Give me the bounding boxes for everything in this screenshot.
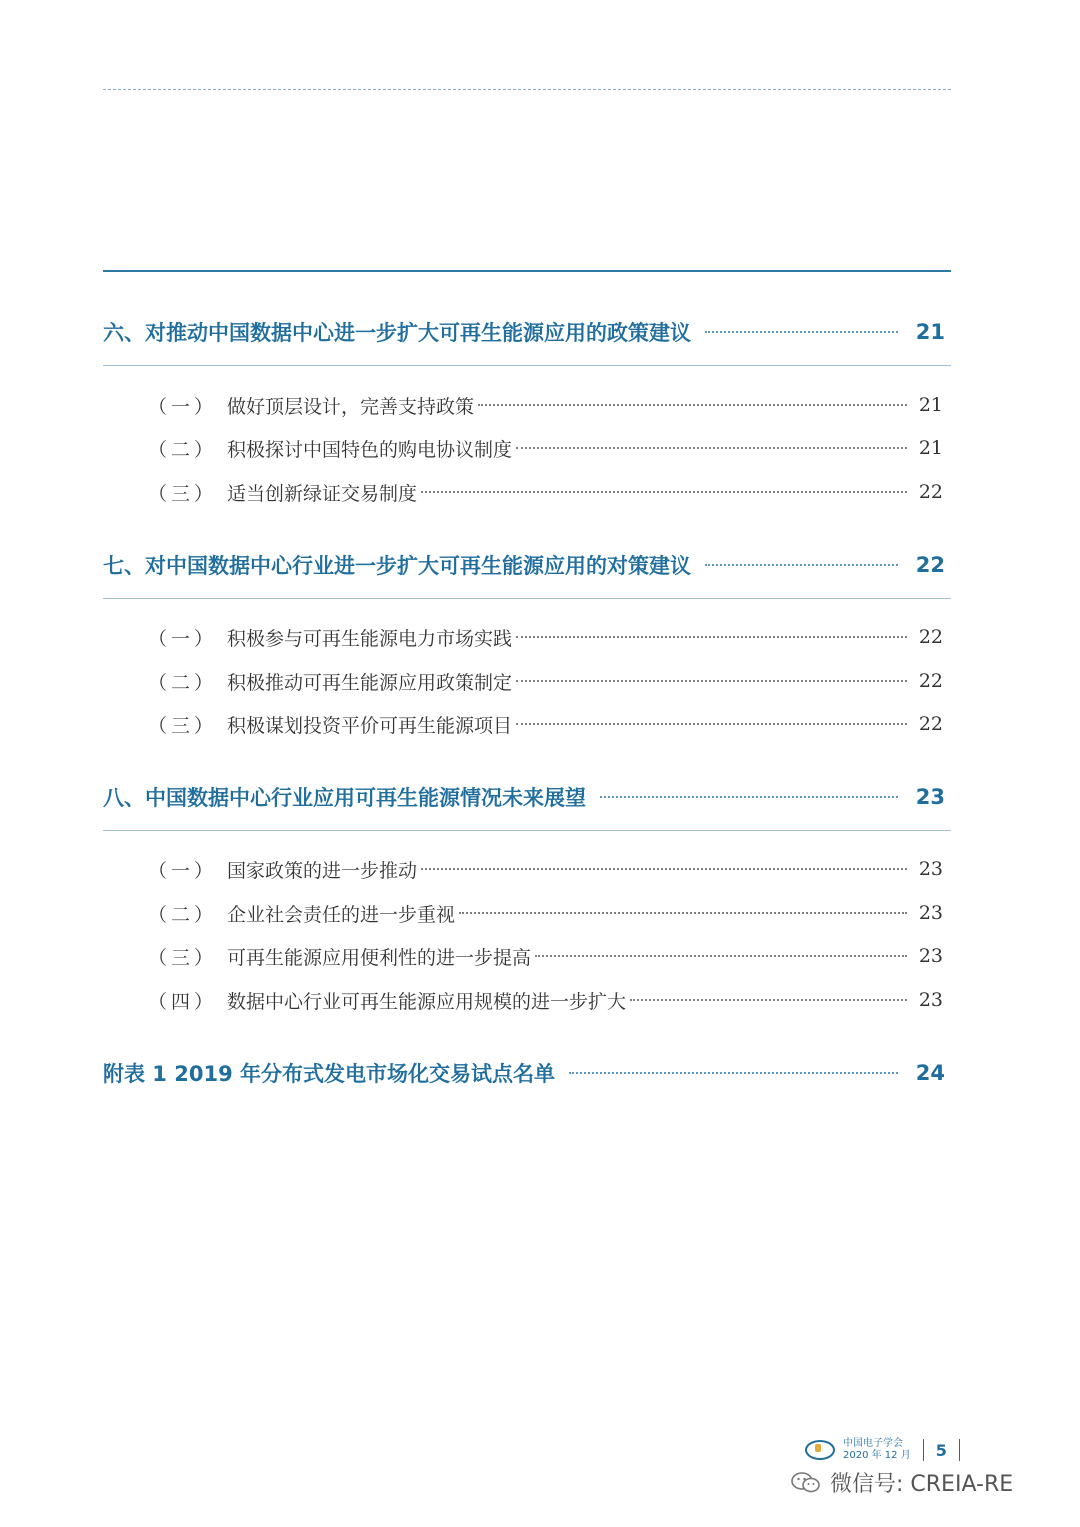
section-rule: [103, 365, 951, 366]
footer-date: 2020 年 12 月: [843, 1450, 911, 1461]
dot-leader: [705, 331, 898, 333]
footer-divider: [959, 1439, 960, 1461]
toc-item-8-4[interactable]: [148, 982, 943, 1018]
item-label: 适当创新绿证交易制度: [227, 482, 418, 505]
item-number: （三）: [148, 482, 218, 505]
dot-leader: [516, 680, 907, 682]
item-label: 积极参与可再生能源电力市场实践: [227, 627, 513, 650]
page-number: 5: [935, 1440, 947, 1460]
section-title: 六、对推动中国数据中心进一步扩大可再生能源应用的政策建议: [103, 321, 691, 345]
toc-item-6-1[interactable]: [148, 387, 943, 423]
dot-leader: [421, 491, 907, 493]
watermark-text: 微信号: CREIA-RE: [830, 1471, 1014, 1497]
dot-leader: [516, 723, 907, 725]
item-page: 22: [918, 626, 943, 648]
item-label: 积极谋划投资平价可再生能源项目: [227, 714, 513, 737]
item-page: 22: [918, 713, 943, 735]
toc-item-6-3[interactable]: [148, 474, 943, 510]
toc-item-7-3[interactable]: [148, 706, 943, 742]
item-number: （三）: [148, 714, 218, 737]
item-number: （二）: [148, 671, 218, 694]
footer-org-block: [843, 1438, 911, 1462]
item-number: （三）: [148, 946, 218, 969]
footer-org: 中国电子学会: [843, 1438, 903, 1449]
dot-leader: [600, 796, 898, 798]
toc-section-8[interactable]: [103, 779, 945, 815]
dot-leader: [459, 912, 907, 914]
section-rule: [103, 830, 951, 831]
toc-section-7[interactable]: [103, 547, 945, 583]
wechat-watermark: [790, 1462, 1013, 1502]
item-label: 做好顶层设计，完善支持政策: [227, 395, 475, 418]
item-page: 23: [918, 858, 943, 880]
section-page: 21: [915, 320, 945, 344]
appendix-page: 24: [915, 1061, 945, 1085]
toc-item-7-1[interactable]: [148, 619, 943, 655]
toc-appendix-1[interactable]: [103, 1055, 945, 1091]
dot-leader: [478, 404, 907, 406]
dot-leader: [535, 955, 907, 957]
section-rule: [103, 598, 951, 599]
dot-leader: [516, 636, 907, 638]
item-number: （一）: [148, 859, 218, 882]
toc-section-6[interactable]: [103, 314, 945, 350]
dot-leader: [516, 447, 907, 449]
header-dashed-rule: [103, 89, 951, 90]
toc-item-8-2[interactable]: [148, 895, 943, 931]
item-number: （一）: [148, 627, 218, 650]
toc-item-6-2[interactable]: [148, 430, 943, 466]
item-number: （四）: [148, 990, 218, 1013]
dot-leader: [569, 1072, 898, 1074]
item-number: （二）: [148, 438, 218, 461]
item-label: 积极探讨中国特色的购电协议制度: [227, 438, 513, 461]
dot-leader: [421, 868, 907, 870]
footer-divider: [923, 1439, 924, 1461]
toc-top-rule: [103, 270, 951, 272]
item-page: 22: [918, 670, 943, 692]
item-label: 可再生能源应用便利性的进一步提高: [227, 946, 532, 969]
item-page: 23: [918, 902, 943, 924]
cie-logo-icon: [805, 1440, 835, 1460]
toc-item-7-2[interactable]: [148, 663, 943, 699]
item-page: 21: [918, 437, 943, 459]
item-page: 23: [918, 989, 943, 1011]
item-label: 数据中心行业可再生能源应用规模的进一步扩大: [227, 990, 627, 1013]
dot-leader: [705, 564, 898, 566]
toc-item-8-3[interactable]: [148, 938, 943, 974]
item-page: 21: [918, 394, 943, 416]
item-page: 23: [918, 945, 943, 967]
item-label: 国家政策的进一步推动: [227, 859, 418, 882]
section-title: 七、对中国数据中心行业进一步扩大可再生能源应用的对策建议: [103, 554, 691, 578]
item-page: 22: [918, 481, 943, 503]
section-title: 八、中国数据中心行业应用可再生能源情况未来展望: [103, 786, 586, 810]
section-page: 23: [915, 785, 945, 809]
item-label: 企业社会责任的进一步重视: [227, 903, 456, 926]
item-label: 积极推动可再生能源应用政策制定: [227, 671, 513, 694]
appendix-title: 附表 1 2019 年分布式发电市场化交易试点名单: [103, 1062, 555, 1086]
dot-leader: [630, 999, 907, 1001]
toc-item-8-1[interactable]: [148, 851, 943, 887]
page-footer: [805, 1435, 960, 1465]
item-number: （二）: [148, 903, 218, 926]
item-number: （一）: [148, 395, 218, 418]
section-page: 22: [915, 553, 945, 577]
wechat-icon: [790, 1471, 822, 1493]
